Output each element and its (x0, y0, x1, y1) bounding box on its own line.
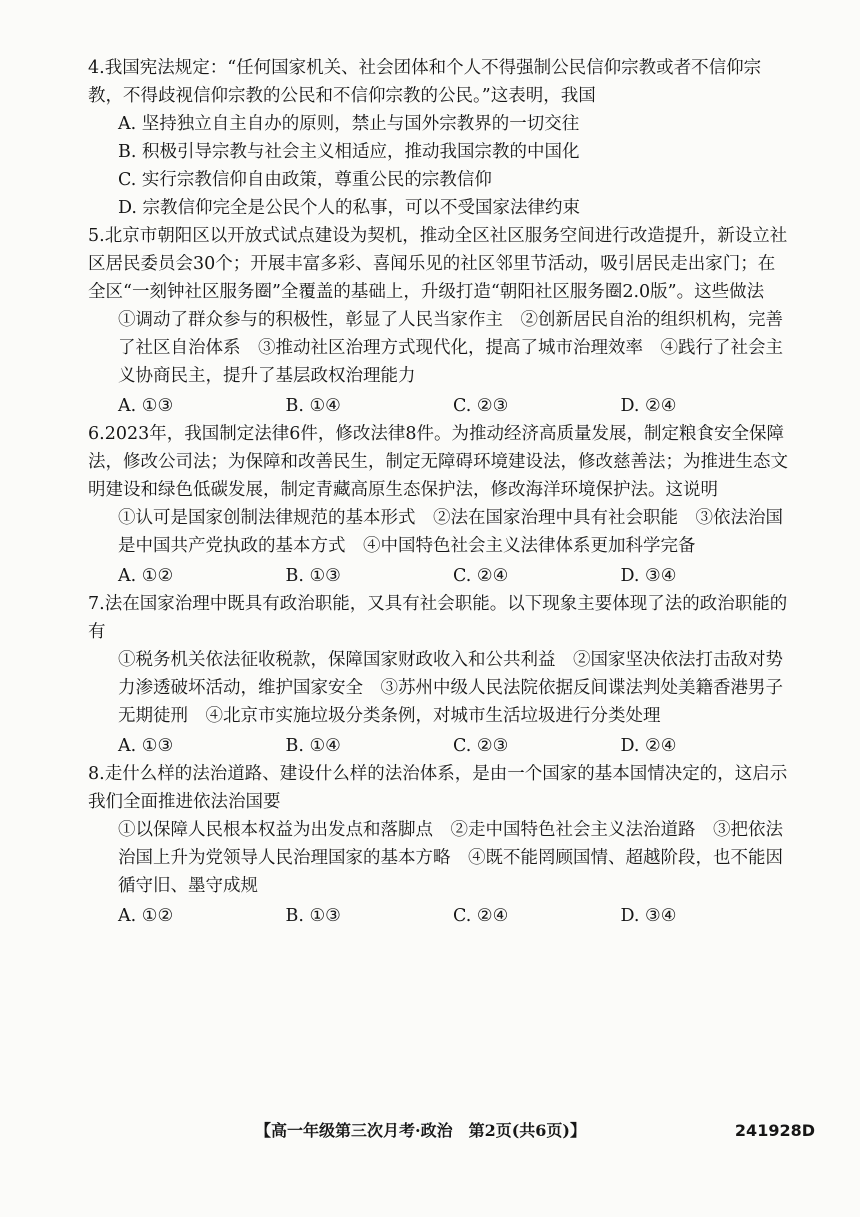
page-footer (255, 1120, 815, 1142)
choice-a: A. ①② (118, 566, 174, 586)
choice-c: C. ②④ (453, 906, 509, 926)
question-stem: 5.北京市朝阳区以开放式试点建设为契机，推动全区社区服务空间进行改造提升，新设立社区居民委员会30个；开展丰富多彩、喜闻乐见的社区邻里节活动，吸引居民走出家门；在全区“一刻钟社区服务圈”全覆盖的基础上，升级打造“朝阳社区服务圈2.0版”。这些做法 (88, 226, 788, 302)
choice-d: D. ③④ (620, 566, 677, 586)
statements: ①税务机关依法征收税款，保障国家财政收入和公共利益 ②国家坚决依法打击敌对势力渗透破坏活动，维护国家安全 ③苏州中级人民法院依据反间谍法判处美籍香港男子无期徒刑 ④北京市实施垃圾分类条例，对城市生活垃圾进行分类处理 (118, 650, 783, 726)
option-a: A. 坚持独立自主自办的原则，禁止与国外宗教界的一切交往 (118, 114, 580, 134)
question-7 (88, 590, 788, 760)
question-stem: 4.我国宪法规定：“任何国家机关、社会团体和个人不得强制公民信仰宗教或者不信仰宗教，不得歧视信仰宗教的公民和不信仰宗教的公民。”这表明，我国 (88, 58, 762, 106)
option-b: B. 积极引导宗教与社会主义相适应，推动我国宗教的中国化 (118, 142, 580, 162)
question-stem: 6.2023年，我国制定法律6件，修改法律8件。为推动经济高质量发展，制定粮食安全保障法，修改公司法；为保障和改善民生，制定无障碍环境建设法，修改慈善法；为推进生态文明建设和绿色低碳发展，制定青藏高原生态保护法，修改海洋环境保护法。这说明 (88, 424, 788, 500)
answer-choices (118, 902, 788, 930)
question-4 (88, 54, 788, 222)
option-d: D. 宗教信仰完全是公民个人的私事，可以不受国家法律约束 (118, 198, 581, 218)
footer-label: 【高一年级第三次月考·政治 第2页(共6页)】 (255, 1121, 586, 1140)
choice-c: C. ②③ (453, 396, 509, 416)
choice-a: A. ①③ (118, 736, 174, 756)
exam-code: 241928D (734, 1121, 815, 1140)
answer-choices (118, 562, 788, 590)
choice-c: C. ②③ (453, 736, 509, 756)
choice-b: B. ①④ (285, 396, 341, 416)
choice-a: A. ①② (118, 906, 174, 926)
question-5 (88, 222, 788, 420)
choice-d: D. ②④ (620, 736, 677, 756)
choice-d: D. ②④ (620, 396, 677, 416)
choice-b: B. ①③ (285, 566, 341, 586)
option-c: C. 实行宗教信仰自由政策，尊重公民的宗教信仰 (118, 170, 492, 190)
question-8 (88, 760, 788, 930)
question-stem: 8.走什么样的法治道路、建设什么样的法治体系，是由一个国家的基本国情决定的，这启示我们全面推进依法治国要 (88, 764, 788, 812)
choice-c: C. ②④ (453, 566, 509, 586)
statements: ①认可是国家创制法律规范的基本形式 ②法在国家治理中具有社会职能 ③依法治国是中国共产党执政的基本方式 ④中国特色社会主义法律体系更加科学完备 (118, 508, 783, 556)
choice-a: A. ①③ (118, 396, 174, 416)
statements: ①以保障人民根本权益为出发点和落脚点 ②走中国特色社会主义法治道路 ③把依法治国上升为党领导人民治理国家的基本方略 ④既不能罔顾国情、超越阶段，也不能因循守旧、墨守成规 (118, 820, 783, 896)
question-6 (88, 420, 788, 590)
choice-b: B. ①③ (285, 906, 341, 926)
choice-d: D. ③④ (620, 906, 677, 926)
answer-choices (118, 392, 788, 420)
choice-b: B. ①④ (285, 736, 341, 756)
question-stem: 7.法在国家治理中既具有政治职能，又具有社会职能。以下现象主要体现了法的政治职能的有 (88, 594, 788, 642)
question-list (88, 54, 788, 930)
statements: ①调动了群众参与的积极性，彰显了人民当家作主 ②创新居民自治的组织机构，完善了社区自治体系 ③推动社区治理方式现代化，提高了城市治理效率 ④践行了社会主义协商民主，提升了基层政权治理能力 (118, 310, 783, 386)
answer-choices (118, 732, 788, 760)
